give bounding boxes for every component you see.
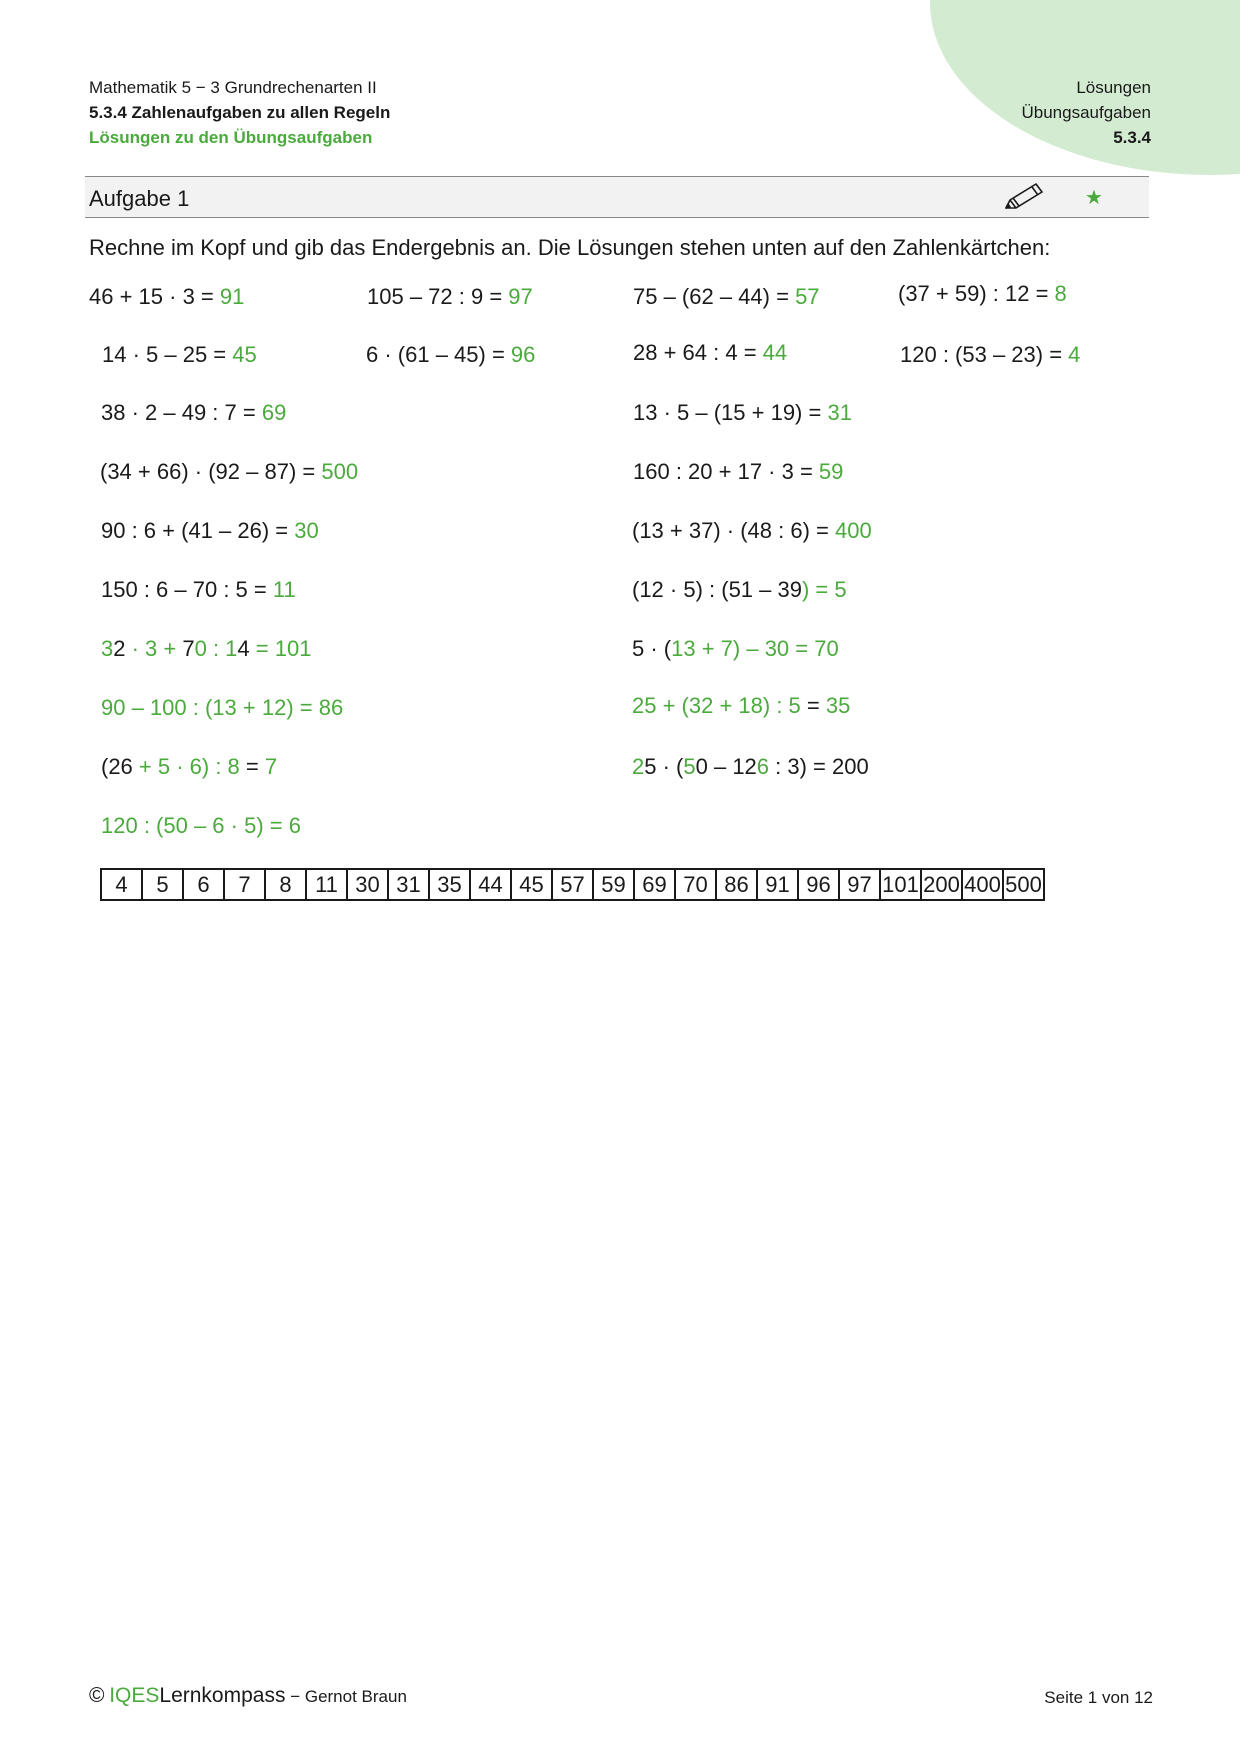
equation-4-1 (100, 459, 358, 485)
equation-9-1 (101, 754, 277, 780)
equation-answer: 11 (272, 577, 296, 602)
equation-9-3 (632, 754, 869, 780)
number-card: 97 (839, 869, 880, 900)
equation-answer: 96 (510, 342, 536, 367)
equation-part: = 101 (249, 636, 312, 661)
equation-answer: ) = 5 (801, 577, 847, 602)
number-card: 45 (511, 869, 552, 900)
number-card: 91 (757, 869, 798, 900)
equation-term: 120 : (53 – 23) = (900, 342, 1069, 367)
equation-part: 35 (825, 693, 851, 718)
number-card: 70 (675, 869, 716, 900)
number-card: 86 (716, 869, 757, 900)
equation-term: 28 + 64 : 4 = (633, 340, 763, 365)
task-instruction: Rechne im Kopf und gib das Endergebnis an. Die Lösungen stehen unten auf den Zahlenkärtchen: (89, 235, 1051, 260)
brand-lernkompass: Lernkompass (159, 1684, 286, 1707)
equation-5-1 (101, 518, 319, 544)
equation-5-3 (632, 518, 872, 544)
equation-answer: 45 (232, 342, 257, 367)
equation-part: = (239, 754, 265, 779)
equation-term: 90 : 6 + (41 – 26) = (101, 518, 295, 543)
equation-part: 3 (101, 636, 114, 661)
header-topic: 5.3.4 Zahlenaufgaben zu allen Regeln (89, 103, 391, 122)
equation-answer: 4 (1068, 342, 1081, 367)
equation-2-4 (900, 342, 1080, 368)
header-subtitle: Lösungen zu den Übungsaufgaben (89, 128, 373, 147)
equation-1-4 (898, 281, 1067, 307)
header-right-solutions: Lösungen (1076, 78, 1151, 97)
equation-term: 105 – 72 : 9 = (367, 284, 509, 309)
header-right-exercises: Übungsaufgaben (1021, 103, 1151, 122)
number-card: 69 (634, 869, 675, 900)
footer-copyright (89, 1684, 407, 1708)
equation-answer: 31 (827, 400, 852, 425)
equation-4-3 (633, 459, 843, 485)
number-card: 30 (347, 869, 388, 900)
number-card: 400 (962, 869, 1003, 900)
number-card: 7 (224, 869, 265, 900)
header-course: Mathematik 5 − 3 Grundrechenarten II (89, 78, 377, 97)
equation-part: 5 · ( (632, 636, 672, 661)
number-card: 5 (142, 869, 183, 900)
equation-6-3 (632, 577, 847, 603)
number-card: 11 (306, 869, 347, 900)
equation-part: 5 (683, 754, 696, 779)
number-card: 4 (101, 869, 142, 900)
equation-term: 13 · 5 – (15 + 19) = (633, 400, 828, 425)
equation-1-3 (633, 284, 820, 310)
equation-answer: 44 (762, 340, 788, 365)
number-card: 6 (183, 869, 224, 900)
equation-part: 2 (113, 636, 126, 661)
equation-10-1: 120 : (50 – 6 · 5) = 6 (101, 813, 301, 838)
copyright-symbol: © (89, 1684, 105, 1707)
equation-answer: 69 (261, 400, 287, 425)
equation-term: (34 + 66) · (92 – 87) = (100, 459, 322, 484)
equation-part: 7 (182, 636, 195, 661)
equation-part: : 3) = 200 (769, 754, 869, 779)
equation-8-3 (632, 693, 850, 719)
task-header-bar (85, 176, 1149, 218)
equation-part: 6 (756, 754, 770, 779)
equation-part: 2 (632, 754, 645, 779)
number-card: 35 (429, 869, 470, 900)
equation-2-1 (102, 342, 257, 368)
equation-part: 0 : 1 (194, 636, 238, 661)
page-number: Seite 1 von 12 (1044, 1688, 1153, 1707)
equation-part: 7 (264, 754, 278, 779)
equation-answer: 91 (219, 284, 245, 309)
star-icon: ★ (1085, 187, 1103, 209)
number-card: 96 (798, 869, 839, 900)
equation-part: + 5 · 6) : 8 (132, 754, 240, 779)
equation-answer: 57 (795, 284, 820, 309)
equation-answer: 8 (1054, 281, 1067, 306)
equation-term: (37 + 59) : 12 = (898, 281, 1055, 306)
equation-term: 14 · 5 – 25 = (102, 342, 233, 367)
equation-part: 25 + (32 + 18) : 5 (632, 693, 801, 718)
equation-7-3 (632, 636, 839, 662)
number-card: 200 (921, 869, 962, 900)
number-card: 57 (552, 869, 593, 900)
equation-term: (13 + 37) · (48 : 6) = (632, 518, 835, 543)
number-card: 101 (880, 869, 921, 900)
number-cards (100, 868, 1045, 901)
equation-answer: 59 (818, 459, 844, 484)
equation-2-3 (633, 340, 787, 366)
number-card: 8 (265, 869, 306, 900)
equation-2-2 (366, 342, 535, 368)
equation-3-3 (633, 400, 852, 426)
header-right-number: 5.3.4 (1113, 128, 1151, 147)
number-card: 500 (1003, 869, 1044, 900)
equation-part: 5 · ( (644, 754, 684, 779)
equation-term: 38 · 2 – 49 : 7 = (101, 400, 262, 425)
footer-author: − Gernot Braun (285, 1687, 407, 1706)
task-title: Aufgabe 1 (89, 186, 190, 211)
equation-7-1 (101, 636, 311, 662)
equation-part: = (800, 693, 826, 718)
equation-8-1: 90 – 100 : (13 + 12) = 86 (101, 695, 344, 720)
equation-part: · 3 + (125, 636, 183, 661)
equation-answer: 97 (508, 284, 533, 309)
equation-6-1 (101, 577, 296, 603)
number-card: 31 (388, 869, 429, 900)
equation-term: 160 : 20 + 17 · 3 = (633, 459, 819, 484)
pencil-icon (1002, 182, 1046, 212)
equation-term: 150 : 6 – 70 : 5 = (101, 577, 273, 602)
equation-answer: 500 (321, 459, 359, 484)
number-card: 59 (593, 869, 634, 900)
equation-part: 13 + 7) – 30 = 70 (671, 636, 839, 661)
equation-part: 4 (237, 636, 250, 661)
equation-term: 46 + 15 · 3 = (89, 284, 220, 309)
equation-1-2 (367, 284, 533, 310)
equation-1-1 (89, 284, 244, 310)
equation-term: 75 – (62 – 44) = (633, 284, 796, 309)
equation-answer: 30 (294, 518, 319, 543)
equation-part: (26 (101, 754, 133, 779)
number-card: 44 (470, 869, 511, 900)
brand-iqes: IQES (109, 1684, 160, 1707)
equation-3-1 (101, 400, 286, 426)
equation-term: 6 · (61 – 45) = (366, 342, 511, 367)
equation-answer: 400 (834, 518, 872, 543)
equation-part: 0 – 12 (695, 754, 757, 779)
equation-term: (12 · 5) : (51 – 39 (632, 577, 802, 602)
